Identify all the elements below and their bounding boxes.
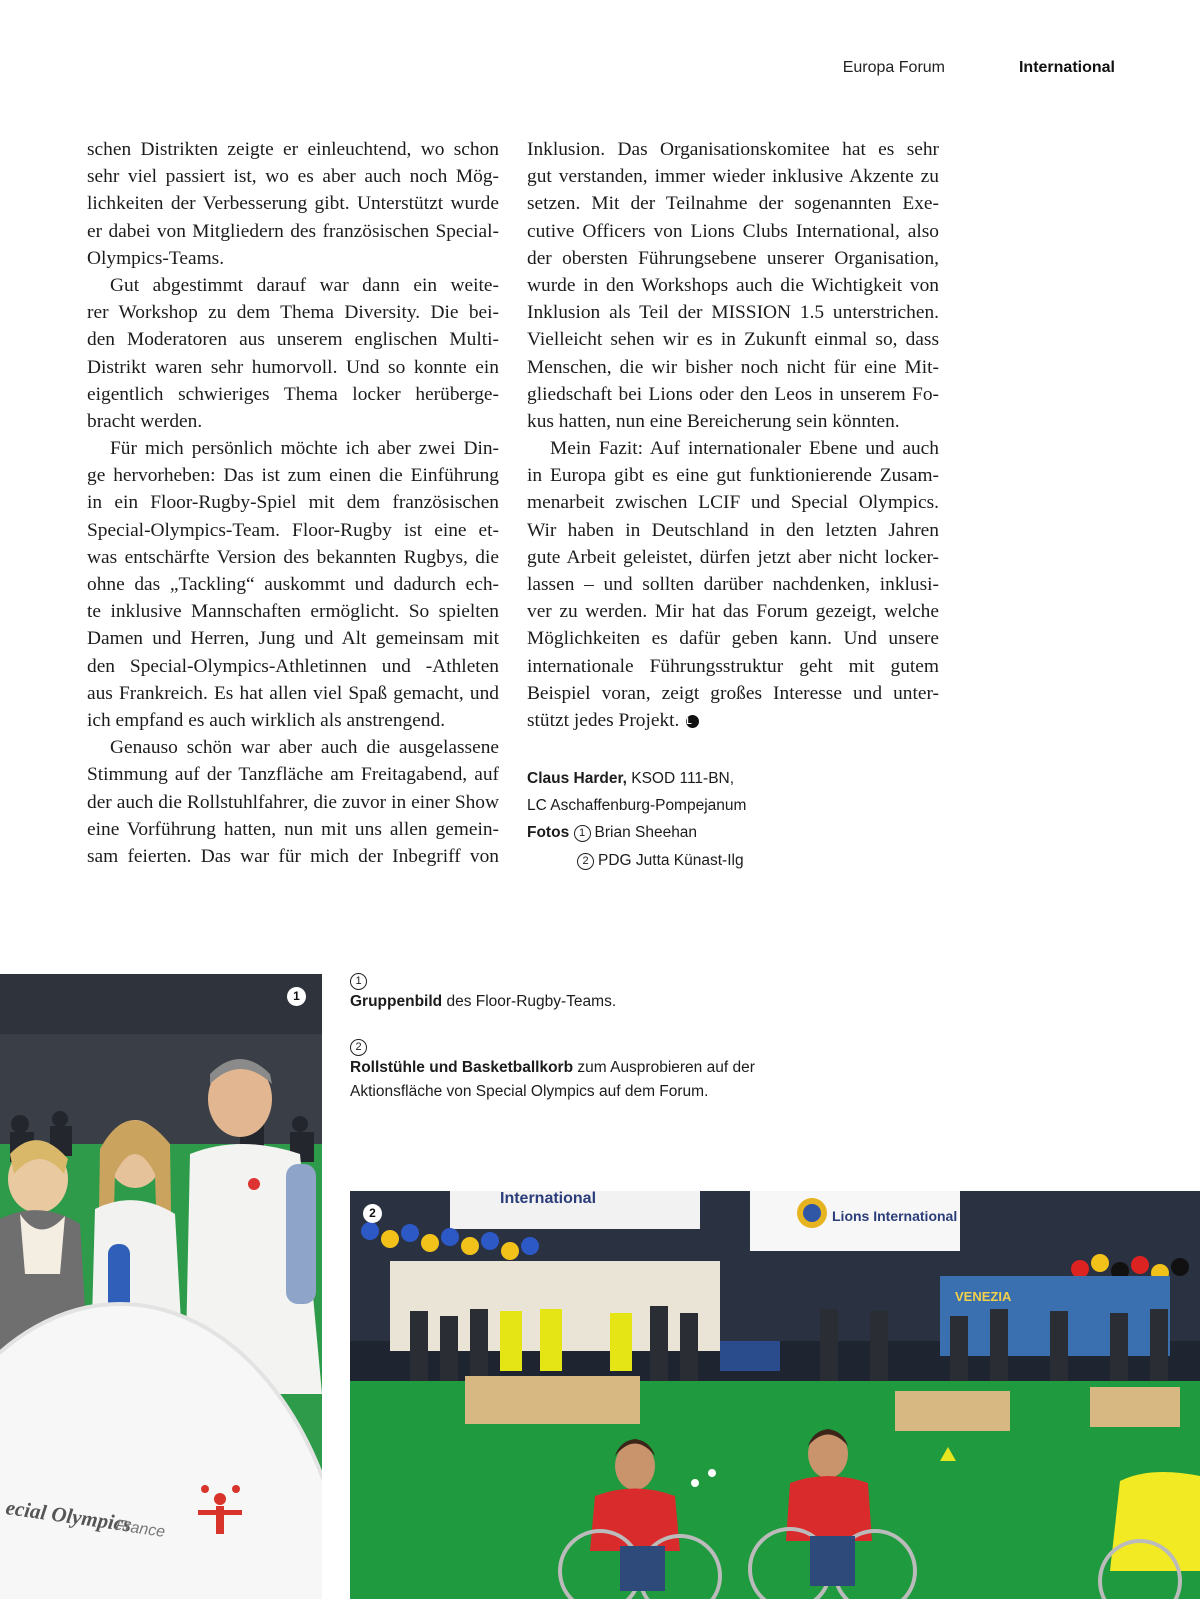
text-line: wurde in den Workshops auch die Wichtigkeit von [527,274,939,296]
text-line: den Special-Olympics-Athletinnen und -Athleten [87,655,499,677]
text-line: ge hervorheben: Das ist zum einen die Einführung [87,465,499,487]
text-line: gut verstanden, immer wieder inklusive Akzente zu [527,166,939,188]
lions-end-icon: L [686,715,699,728]
text-line: internationale Führungsstruktur geht mit gutem [527,655,939,677]
text-line: sehr viel passiert ist, wo es aber auch noch Mög- [87,166,499,188]
photo-group-picture [0,974,322,1599]
text-line: menarbeit zwischen LCIF und Special Olympics. [527,492,939,514]
caption-text [350,1056,770,1105]
text-line: kus hatten, nun eine Bereicherung sein könnten. [527,410,900,432]
photo-credit-1 [527,819,827,846]
photo-wheelchair-area [350,1191,1200,1599]
text-line: Mein Fazit: Auf internationaler Ebene und auch [550,438,939,460]
caption-text [350,990,770,1015]
number-circle-icon: 1 [574,825,591,842]
banner-subtext: France [114,1517,167,1541]
text-line: rer Workshop zu dem Thema Diversity. Die bei- [87,302,499,324]
number-circle-icon: 1 [350,973,367,990]
author-name: Claus Harder, [527,770,627,787]
text-line: Inklusion als Teil der MISSION 1.5 unterstrichen. [527,302,939,324]
author-club: LC Aschaffenburg-Pompejanum [527,797,747,815]
text-line: eine Vorführung hatten, nun mit uns allen gemein- [87,818,499,840]
text-line: der auch die Rollstuhlfahrer, die zuvor in einer Show [87,791,499,813]
caption-rest: des Floor-Rugby-Teams. [442,993,617,1010]
photo-illustration [350,1191,1200,1599]
text-line: ich empfand es auch wirklich als anstrengend. [87,709,446,731]
text-line: den Moderatoren aus unserem englischen Multi- [87,329,499,351]
text-line: Menschen, die wir bisher noch nicht für eine Mit- [527,356,939,378]
photo-number-badge: 2 [363,1204,382,1223]
article-column-left [87,136,499,870]
text-line: Distrikt waren sehr humorvoll. Und so konnte ein [87,356,499,378]
text-line: gliedschaft bei Lions oder den Leos in unserem Fo- [527,383,939,405]
text-line: Special-Olympics-Team. Floor-Rugby ist eine et- [87,519,499,541]
text-line: gute Arbeit geleistet, dürfen jetzt aber nicht locker- [527,546,939,568]
text-line: Wir haben in Deutschland in den letzten Jahren [527,519,939,541]
caption-2 [350,1039,770,1105]
caption-bold: Gruppenbild [350,993,443,1010]
text-line: Stimmung auf der Tanzfläche am Freitagabend, auf [87,764,499,786]
text-line: stützt jedes Projekt. [527,709,680,731]
author-block [527,765,827,874]
caption-bold: Rollstühle und Basketballkorb [350,1058,574,1076]
text-line: bracht werden. [87,410,203,432]
text-line: Für mich persönlich möchte ich aber zwei Din- [110,438,499,460]
text-line: ohne das „Tackling“ auskommt und dadurch ech- [87,574,499,595]
number-circle-icon: 2 [350,1039,367,1056]
text-line: Vielleicht sehen wir es in Zukunft einmal so, dass [527,329,939,351]
photo-illustration [0,974,322,1599]
author-line [527,765,827,792]
text-line: er dabei von Mitgliedern des französischen Special- [87,220,499,242]
text-line: sam feierten. Das war für mich der Inbegriff von [87,845,499,867]
photo-credit-2 [527,847,827,874]
number-circle-icon: 2 [577,853,594,870]
caption-rest: zum Ausprobieren auf der Aktionsfläche von Special Olympics auf dem Forum. [350,1058,755,1100]
text-line: in Europa gibt es eine gut funktionierende Zusam- [527,465,939,487]
text-line: schen Distrikten zeigte er einleuchtend, wo schon [87,139,499,160]
board-text: VENEZIA [955,1289,1012,1304]
text-line: ver zu werden. Mir hat das Forum gezeigt, welche [527,601,939,623]
author-role: KSOD 111-BN, [631,770,735,787]
text-line: lichkeiten der Verbesserung gibt. Unterstützt wurde [87,193,499,215]
text-line: lassen – und sollten darüber nachdenken, inklusi- [527,574,939,595]
credit-name: PDG Jutta Künast-Ilg [598,851,744,869]
text-line: Möglichkeiten es dafür geben kann. Und unsere [527,628,939,650]
text-line: Olympics-Teams. [87,247,225,269]
text-line: eigentlich schwieriges Thema locker herüberge- [87,383,499,405]
text-line: setzen. Mit der Teilnahme der sogenannten Exe- [527,193,939,215]
photo-number-badge: 1 [287,987,306,1006]
text-line: Genauso schön war aber auch die ausgelassene [110,737,499,759]
sign-text: Lions International [832,1208,958,1224]
text-line: te inklusive Mannschaften ermöglicht. So spielten [87,601,499,623]
photos-label: Fotos [527,824,570,842]
text-line: Gut abgestimmt darauf war dann ein weite- [110,274,499,296]
text-line: Beispiel voran, zeigt großes Interesse und unter- [527,682,939,704]
text-line: der obersten Führungsebene unserer Organisation, [527,247,939,269]
sign-text: International [500,1191,597,1207]
section-label: Europa Forum [842,59,945,76]
text-line: cutive Officers von Lions Clubs International, also [527,220,939,242]
category-label: International [1018,59,1115,76]
photo-captions [350,973,770,1129]
text-line-final [527,707,939,734]
text-line: Inklusion. Das Organisationskomitee hat es sehr [527,139,939,160]
text-line: Damen und Herren, Jung und Alt gemeinsam mit [87,628,499,650]
article-column-right [527,136,939,734]
banner-text: ecial Olympics [4,1495,133,1537]
caption-1 [350,973,770,1015]
credit-name: Brian Sheehan [594,824,698,842]
text-line: aus Frankreich. Es hat allen viel Spaß gemacht, und [87,682,499,704]
text-line: in ein Floor-Rugby-Spiel mit dem französischen [87,492,499,514]
text-line: was entschärfte Version des bekannten Rugbys, die [87,546,499,568]
